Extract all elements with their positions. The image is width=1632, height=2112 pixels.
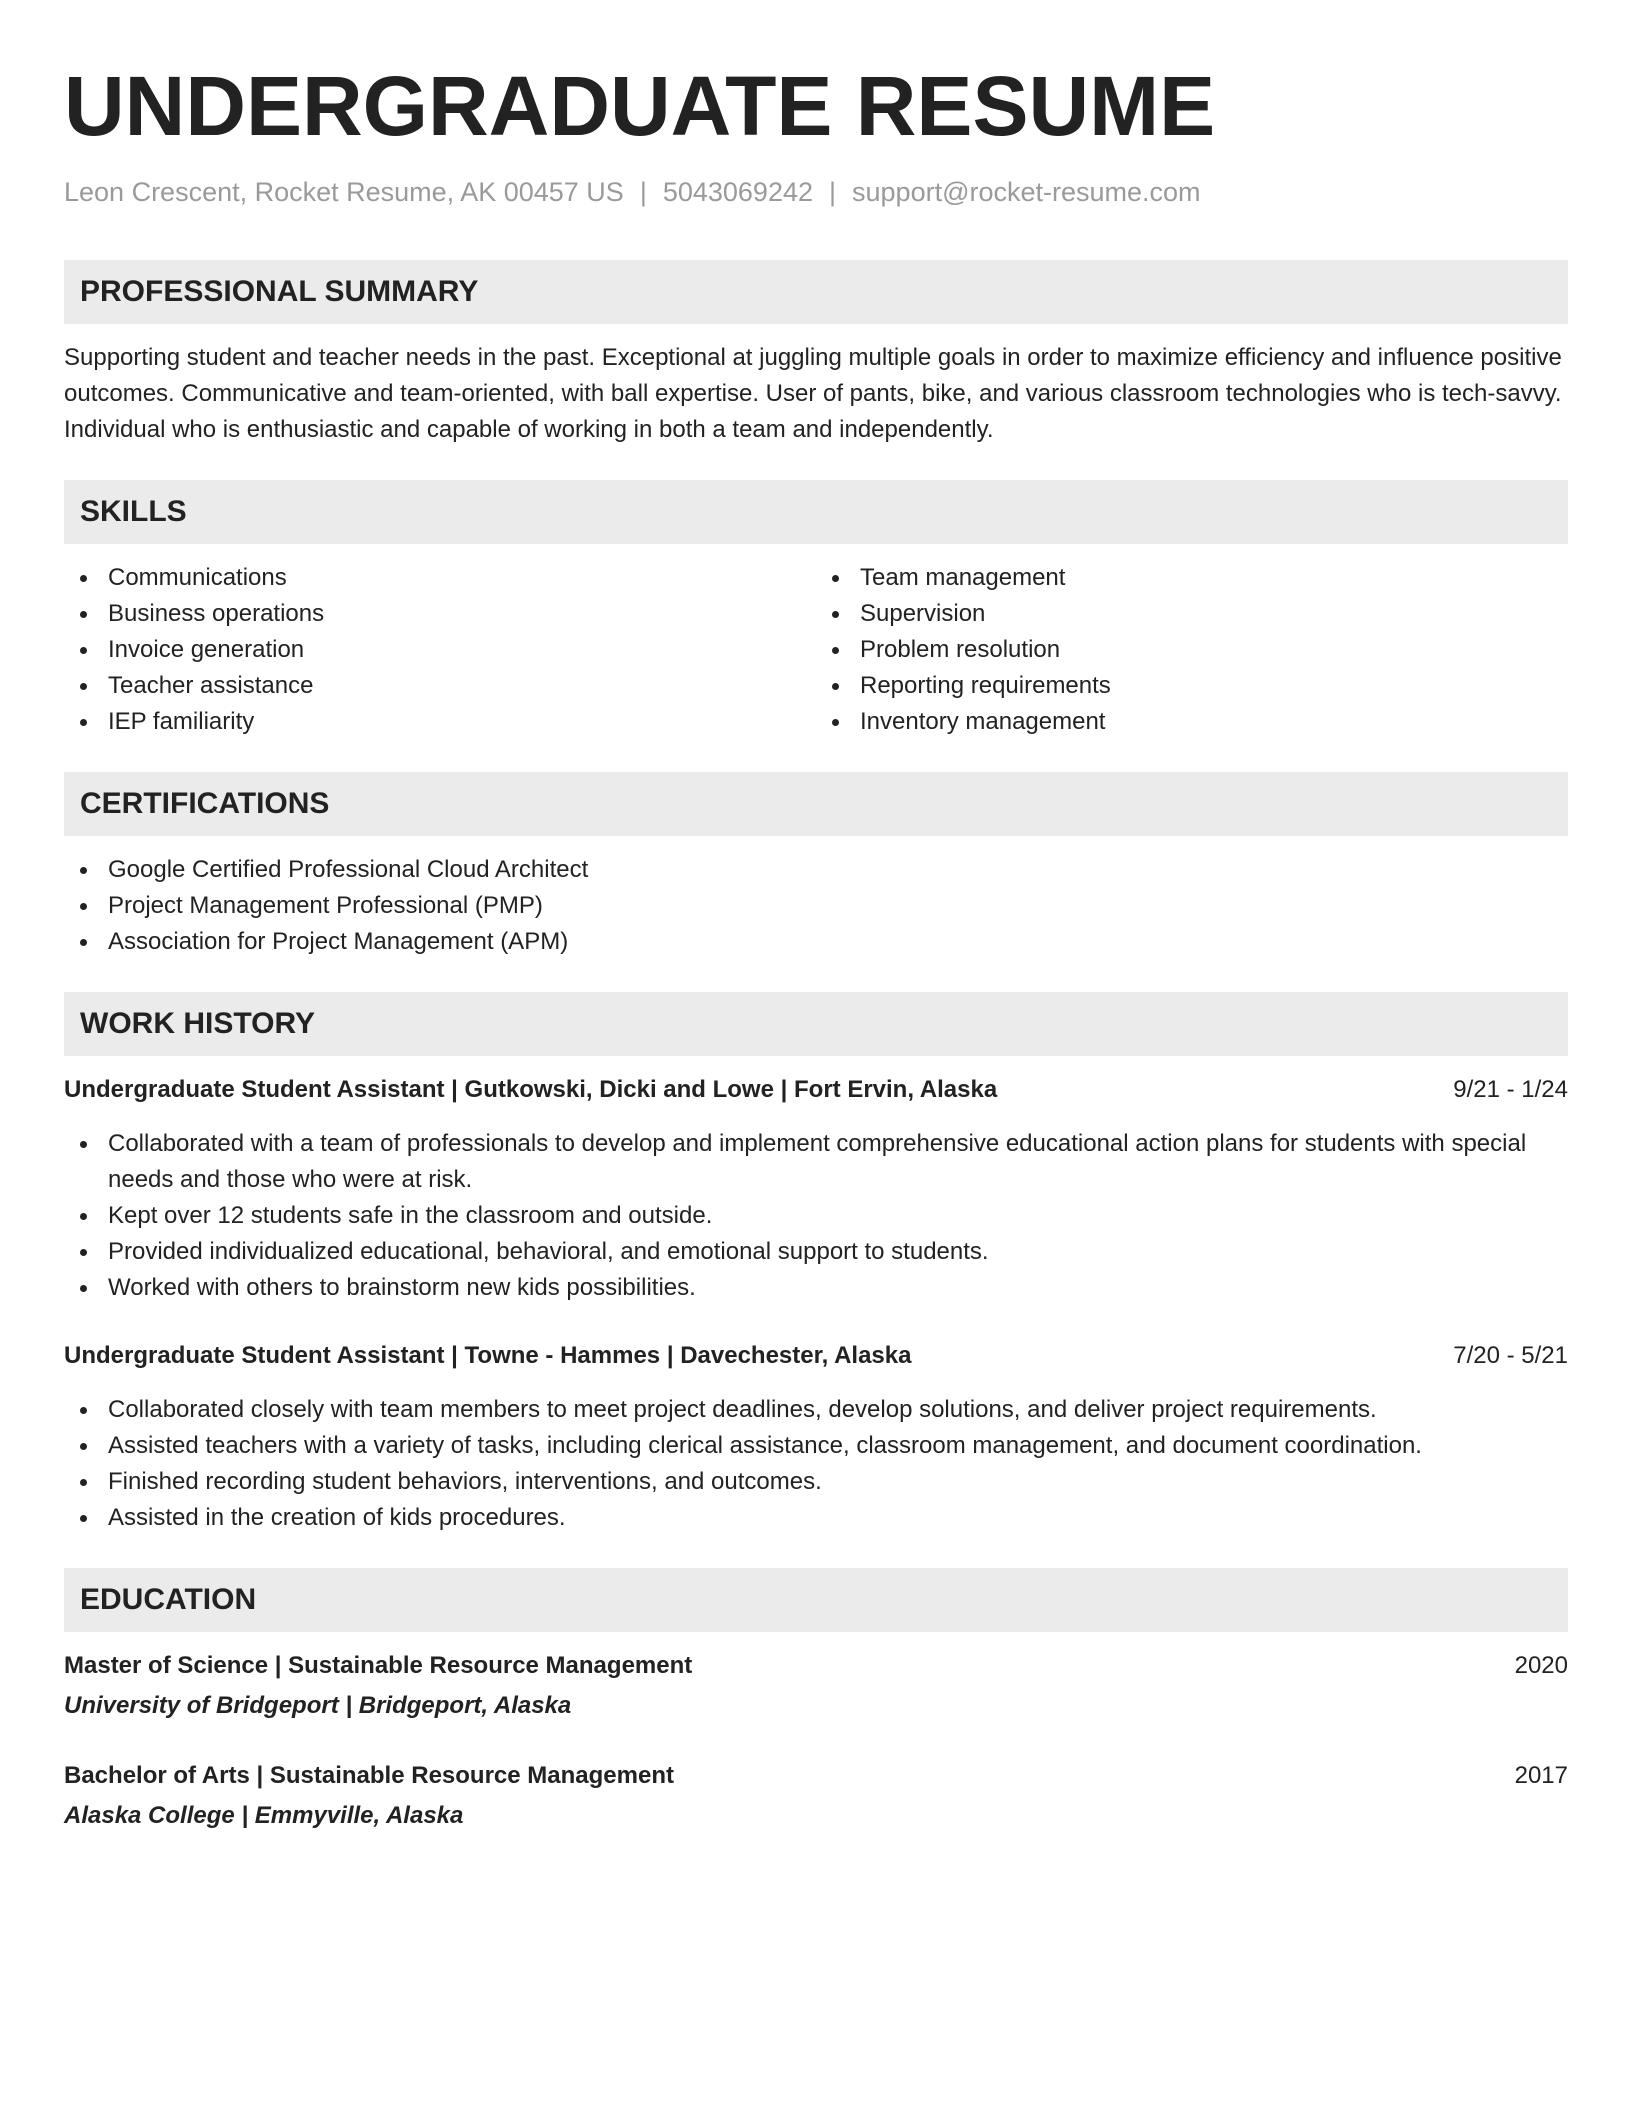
- skills-list-right: [816, 560, 1568, 740]
- education-school: Alaska College | Emmyville, Alaska: [64, 1802, 464, 1829]
- certification-item: Association for Project Management (APM): [64, 924, 1568, 960]
- job-bullet-list: [64, 1126, 1568, 1306]
- contact-address: Leon Crescent, Rocket Resume, AK 00457 US: [64, 177, 624, 207]
- skill-item: Business operations: [64, 596, 816, 632]
- skills-list-left: [64, 560, 816, 740]
- education-year: 2017: [1514, 1762, 1568, 1789]
- job-bullet: Provided individualized educational, behavioral, and emotional support to students.: [64, 1234, 1568, 1270]
- certifications-list: [64, 852, 1568, 960]
- job-bullet: Kept over 12 students safe in the classroom and outside.: [64, 1198, 1568, 1234]
- contact-email: support@rocket-resume.com: [852, 177, 1201, 207]
- job-entry: [64, 1338, 1568, 1536]
- education-degree: Bachelor of Arts | Sustainable Resource Management: [64, 1762, 674, 1789]
- contact-separator: |: [639, 177, 647, 207]
- summary-text: Supporting student and teacher needs in the past. Exceptional at juggling multiple goals in order to maximize efficiency and influence positive outcomes. Communicative and team-oriented, with ball expertise. User of pants, bike, and various classroom technologies who is tech-savvy. Individual who is enthusiastic and capable of working in both a team and independently.: [64, 344, 1562, 443]
- skills-column-right: [816, 560, 1568, 740]
- job-dates: 7/20 - 5/21: [1453, 1342, 1568, 1369]
- contact-separator: |: [829, 177, 837, 207]
- skill-item: Teacher assistance: [64, 668, 816, 704]
- job-dates: 9/21 - 1/24: [1453, 1076, 1568, 1103]
- job-header: [64, 1338, 1568, 1374]
- job-title: Undergraduate Student Assistant | Gutkowski, Dicki and Lowe | Fort Ervin, Alaska: [64, 1076, 998, 1103]
- job-bullet: Finished recording student behaviors, interventions, and outcomes.: [64, 1464, 1568, 1500]
- summary-heading: PROFESSIONAL SUMMARY: [64, 260, 1568, 324]
- skills-heading: SKILLS: [64, 480, 1568, 544]
- job-entry: [64, 1072, 1568, 1306]
- skills-column-left: [64, 560, 816, 740]
- contact-phone: 5043069242: [662, 177, 813, 207]
- job-bullet: Worked with others to brainstorm new kids possibilities.: [64, 1270, 1568, 1306]
- skills-grid: [64, 560, 1568, 740]
- skill-item: Communications: [64, 560, 816, 596]
- skill-item: Problem resolution: [816, 632, 1568, 668]
- job-bullet-list: [64, 1392, 1568, 1536]
- skill-item: Inventory management: [816, 704, 1568, 740]
- skill-item: Supervision: [816, 596, 1568, 632]
- certification-item: Project Management Professional (PMP): [64, 888, 1568, 924]
- resume-title: UNDERGRADUATE RESUME: [64, 59, 1216, 153]
- job-header: [64, 1072, 1568, 1108]
- job-bullet: Collaborated with a team of professionals to develop and implement comprehensive educational action plans for students with special needs and those who were at risk.: [64, 1126, 1568, 1198]
- certifications-heading: CERTIFICATIONS: [64, 772, 1568, 836]
- job-bullet: Assisted teachers with a variety of tasks, including clerical assistance, classroom management, and document coordination.: [64, 1428, 1568, 1464]
- education-header: [64, 1648, 1568, 1684]
- education-header: [64, 1758, 1568, 1794]
- skill-item: Reporting requirements: [816, 668, 1568, 704]
- education-degree: Master of Science | Sustainable Resource Management: [64, 1652, 693, 1679]
- job-title: Undergraduate Student Assistant | Towne - Hammes | Davechester, Alaska: [64, 1342, 912, 1369]
- education-year: 2020: [1514, 1652, 1568, 1679]
- education-entry: [64, 1648, 1568, 1724]
- job-bullet: Collaborated closely with team members to meet project deadlines, develop solutions, and deliver project requirements.: [64, 1392, 1568, 1428]
- certification-item: Google Certified Professional Cloud Architect: [64, 852, 1568, 888]
- skill-item: IEP familiarity: [64, 704, 816, 740]
- education-entry: [64, 1758, 1568, 1834]
- job-bullet: Assisted in the creation of kids procedures.: [64, 1500, 1568, 1536]
- work-history-heading: WORK HISTORY: [64, 992, 1568, 1056]
- contact-line: [64, 174, 1568, 210]
- skill-item: Team management: [816, 560, 1568, 596]
- skill-item: Invoice generation: [64, 632, 816, 668]
- education-heading: EDUCATION: [64, 1568, 1568, 1632]
- education-school: University of Bridgeport | Bridgeport, Alaska: [64, 1692, 572, 1719]
